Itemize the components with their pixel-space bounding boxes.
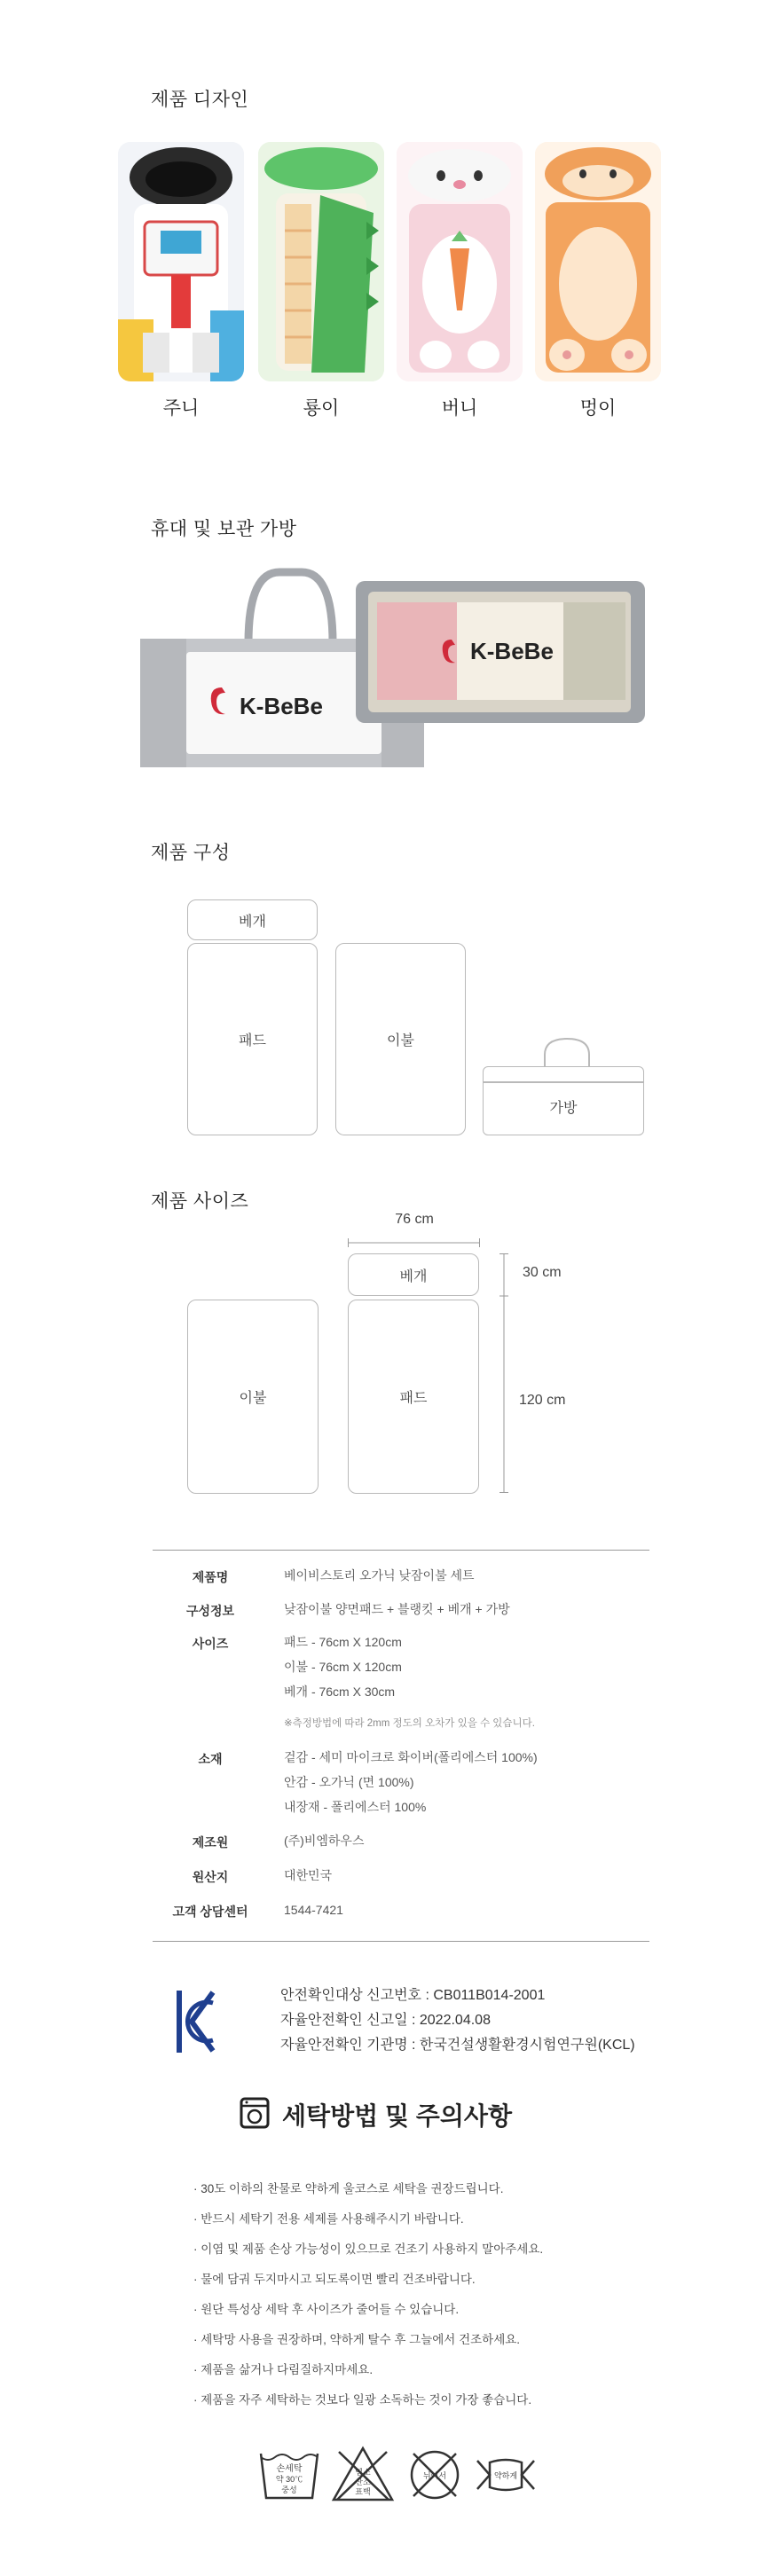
hand-wash-icon (257, 2448, 321, 2503)
bag-brand-back: K-BeBe (470, 638, 554, 664)
size-width-label: 76 cm (395, 1212, 434, 1227)
size-blanket: 이불 (187, 1300, 319, 1494)
size-pillow-height: 30 cm (523, 1265, 562, 1280)
spec-size-note: ※측정방법에 따라 2mm 정도의 오차가 있을 수 있습니다. (284, 1718, 535, 1729)
composition-bag (483, 1066, 644, 1135)
composition-blanket: 이불 (335, 943, 466, 1135)
spec-key: 사이즈 (192, 1637, 229, 1651)
design-label-dog: 멍이 (579, 398, 617, 419)
wash-line: · 30도 이하의 찬물로 약하게 울코스로 세탁을 권장드립니다. (193, 2182, 504, 2195)
design-title: 제품 디자인 (151, 90, 249, 110)
spec-value: 이불 - 76cm X 120cm (284, 1660, 402, 1674)
svg-text:산소: 산소 (355, 2478, 371, 2486)
wash-title: 세탁방법 및 주의사항 (282, 2102, 512, 2130)
svg-text:뉘여서: 뉘여서 (422, 2471, 447, 2480)
spec-value: 1544-7421 (284, 1903, 343, 1917)
spec-key: 제품명 (192, 1570, 229, 1584)
design-label-bunny: 버니 (441, 398, 478, 419)
kc-line-2: 자율안전확인 신고일 : 2022.04.08 (280, 2013, 491, 2028)
wash-line: · 제품을 자주 세탁하는 것보다 일광 소독하는 것이 가장 좋습니다. (193, 2393, 532, 2407)
spec-value: 패드 - 76cm X 120cm (284, 1635, 402, 1649)
composition-title: 제품 구성 (151, 843, 231, 863)
kc-line-3: 자율안전확인 기관명 : 한국건설생활환경시험연구원(KCL) (280, 2038, 635, 2053)
wash-line: · 반드시 세탁기 전용 세제를 사용해주시기 바랍니다. (193, 2212, 464, 2226)
design-card-dog (535, 142, 661, 381)
spec-value: 겉감 - 세미 마이크로 화이버(폴리에스터 100%) (284, 1750, 538, 1764)
spec-key: 원산지 (192, 1870, 229, 1884)
spec-value: 낮잠이불 양면패드 + 블랭킷 + 베개 + 가방 (284, 1602, 510, 1616)
svg-text:약하게: 약하게 (493, 2471, 518, 2480)
no-tumble-dry-icon (406, 2446, 463, 2503)
spec-key: 소재 (198, 1752, 223, 1766)
spec-value: (주)비엠하우스 (284, 1834, 365, 1848)
design-label-ryongi: 룡이 (303, 398, 340, 419)
washing-machine-icon (240, 2097, 270, 2129)
design-label-juni: 주니 (162, 398, 200, 419)
wash-line: · 이염 및 제품 손상 가능성이 있으므로 건조기 사용하지 말아주세요. (193, 2242, 544, 2256)
bag-image-back (350, 554, 652, 732)
spec-value: 내장재 - 폴리에스터 100% (284, 1800, 427, 1814)
wash-line: · 세탁망 사용을 권장하며, 약하게 탈수 후 그늘에서 건조하세요. (193, 2333, 521, 2346)
bag-zip-line (484, 1081, 643, 1083)
composition-pad: 패드 (187, 943, 318, 1135)
size-pad: 패드 (348, 1300, 479, 1494)
bag-brand-front: K-BeBe (240, 693, 323, 719)
composition-pillow: 베개 (187, 899, 318, 940)
composition-bag-handle-icon (541, 1035, 593, 1069)
no-bleach-icon (330, 2445, 396, 2503)
svg-text:중성: 중성 (281, 2486, 297, 2494)
svg-text:염소: 염소 (355, 2468, 371, 2477)
spec-key: 고객 상담센터 (172, 1905, 248, 1919)
kc-line-1: 안전확인대상 신고번호 : CB011B014-2001 (280, 1988, 546, 2003)
svg-text:표백: 표백 (355, 2487, 371, 2496)
svg-text:약 30℃: 약 30℃ (275, 2475, 303, 2484)
design-card-ryongi (258, 142, 384, 381)
design-card-juni (118, 142, 244, 381)
spec-key: 구성정보 (185, 1604, 235, 1618)
svg-text:손세탁: 손세탁 (276, 2464, 303, 2474)
size-pad-height: 120 cm (519, 1393, 566, 1408)
kc-mark-icon (174, 1987, 216, 2056)
wash-line: · 제품을 삶거나 다림질하지마세요. (193, 2363, 374, 2376)
spec-value: 대한민국 (284, 1868, 333, 1882)
wash-line: · 원단 특성상 세탁 후 사이즈가 줄어들 수 있습니다. (193, 2303, 460, 2316)
design-card-bunny (397, 142, 523, 381)
size-title: 제품 사이즈 (151, 1191, 249, 1212)
size-pillow: 베개 (348, 1253, 479, 1296)
spec-value: 베이비스토리 오가닉 낮잠이불 세트 (284, 1568, 475, 1583)
size-width-line (348, 1236, 480, 1245)
spec-key: 제조원 (192, 1835, 229, 1850)
spec-value: 베개 - 76cm X 30cm (284, 1685, 396, 1699)
wring-gently-icon (474, 2454, 538, 2496)
spec-top-divider (153, 1550, 649, 1551)
spec-value: 안감 - 오가닉 (면 100%) (284, 1775, 414, 1789)
composition-bag-label: 가방 (549, 1100, 578, 1116)
wash-line: · 물에 담궈 두지마시고 되도록이면 빨리 건조바랍니다. (193, 2273, 476, 2286)
size-height-line (499, 1253, 508, 1493)
bag-title: 휴대 및 보관 가방 (151, 519, 297, 539)
spec-bottom-divider (153, 1941, 649, 1942)
